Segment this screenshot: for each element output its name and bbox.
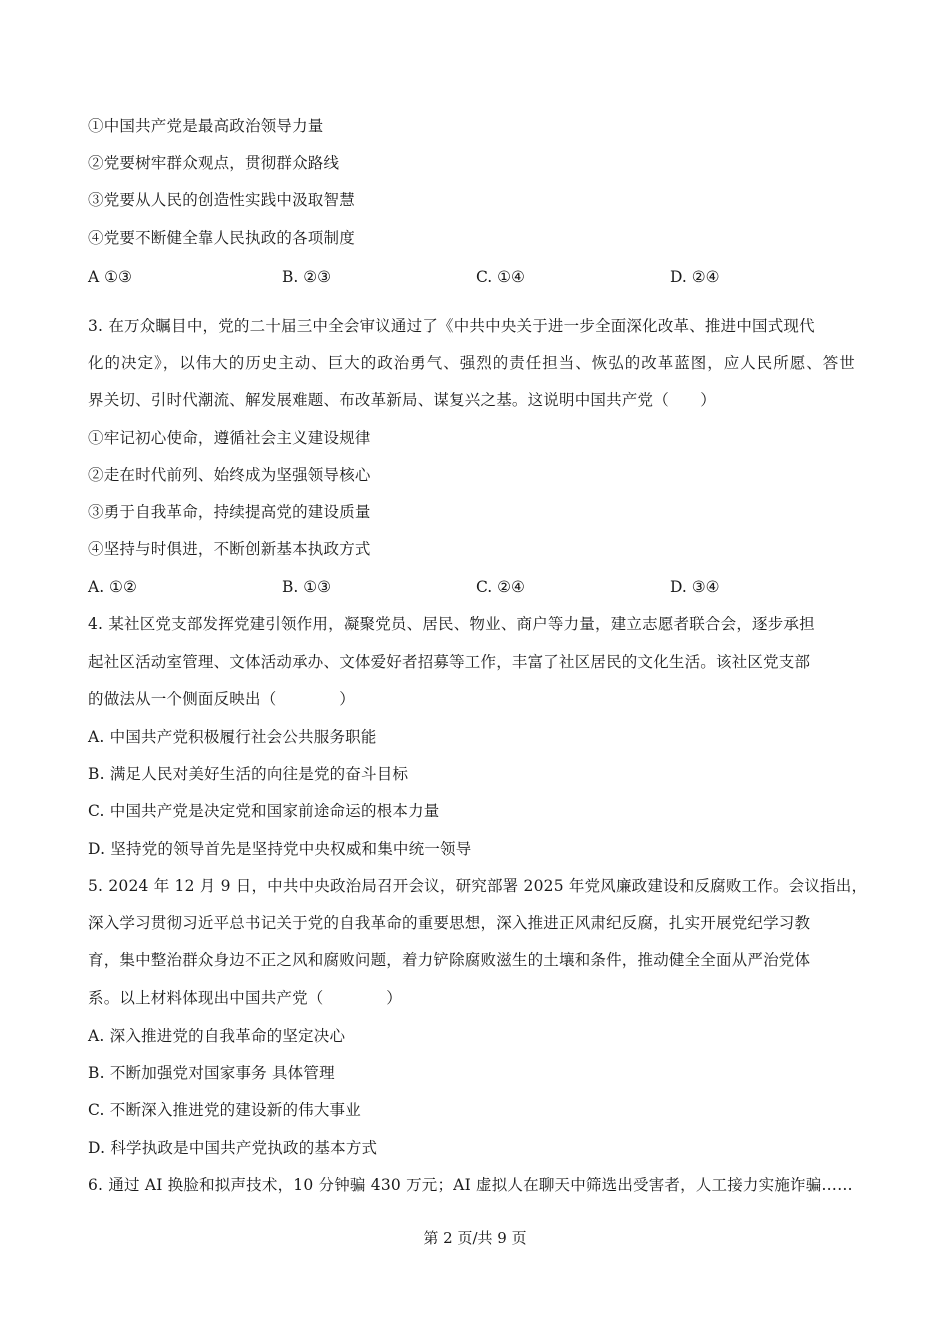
q4-option-d: D. 坚持党的领导首先是坚持党中央权威和集中统一领导 (88, 840, 472, 858)
q4-stem-line-2: 起社区活动室管理、文体活动承办、文体爱好者招募等工作，丰富了社区居民的文化生活。该社区党支部 (88, 653, 811, 671)
q2-option-a: A ①③ (88, 268, 132, 286)
q5-option-c: C. 不断深入推进党的建设新的伟大事业 (88, 1101, 361, 1119)
q5-option-d: D. 科学执政是中国共产党执政的基本方式 (88, 1139, 378, 1157)
q3-item-2: ②走在时代前列、始终成为坚强领导核心 (88, 466, 371, 484)
q3-option-b: B. ①③ (282, 578, 332, 596)
q5-option-a: A. 深入推进党的自我革命的坚定决心 (88, 1027, 346, 1045)
page-number: 第 2 页/共 9 页 (423, 1229, 527, 1247)
q2-option-d: D. ②④ (670, 268, 720, 286)
q4-option-b: B. 满足人民对美好生活的向往是党的奋斗目标 (88, 765, 409, 783)
q3-option-d: D. ③④ (670, 578, 720, 596)
q3-item-4: ④坚持与时俱进，不断创新基本执政方式 (88, 540, 371, 558)
q3-stem-line-2: 化的决定》，以伟大的历史主动、巨大的政治勇气、强烈的责任担当、恢弘的改革蓝图，应人民所愿、答世 (88, 354, 856, 372)
q4-stem-line-1: 4. 某社区党支部发挥党建引领作用，凝聚党员、居民、物业、商户等力量，建立志愿者联合会，逐步承担 (88, 615, 815, 633)
q4-option-c: C. 中国共产党是决定党和国家前途命运的根本力量 (88, 802, 440, 820)
q2-item-2: ②党要树牢群众观点，贯彻群众路线 (88, 154, 340, 172)
q5-stem-line-1: 5. 2024 年 12 月 9 日，中共中央政治局召开会议，研究部署 2025 年党风廉政建设和反腐败工作。会议指出， (88, 877, 868, 895)
q3-item-1: ①牢记初心使命，遵循社会主义建设规律 (88, 429, 371, 447)
q3-option-a: A. ①② (88, 578, 137, 596)
q4-stem-line-3: 的做法从一个侧面反映出（ ） (88, 690, 355, 708)
q2-item-1: ①中国共产党是最高政治领导力量 (88, 117, 324, 135)
q4-option-a: A. 中国共产党积极履行社会公共服务职能 (88, 728, 377, 746)
q3-stem-line-1: 3. 在万众瞩目中，党的二十届三中全会审议通过了《中共中央关于进一步全面深化改革、推进中国式现代 (88, 317, 815, 335)
q2-option-c: C. ①④ (476, 268, 525, 286)
q3-stem-line-3: 界关切、引时代潮流、解发展难题、布改革新局、谋复兴之基。这说明中国共产党（ ） (88, 391, 717, 409)
q3-item-3: ③勇于自我革命，持续提高党的建设质量 (88, 503, 371, 521)
q5-option-b: B. 不断加强党对国家事务 具体管理 (88, 1064, 335, 1082)
q5-stem-line-2: 深入学习贯彻习近平总书记关于党的自我革命的重要思想，深入推进正风肃纪反腐，扎实开展党纪学习教 (88, 914, 811, 932)
q2-item-3: ③党要从人民的创造性实践中汲取智慧 (88, 191, 355, 209)
q3-option-c: C. ②④ (476, 578, 525, 596)
q6-stem-line-1: 6. 通过 AI 换脸和拟声技术，10 分钟骗 430 万元；AI 虚拟人在聊天中筛选出受害者，人工接力实施诈骗…… (88, 1176, 853, 1194)
q2-item-4: ④党要不断健全靠人民执政的各项制度 (88, 229, 355, 247)
q5-stem-line-3: 育，集中整治群众身边不正之风和腐败问题，着力铲除腐败滋生的土壤和条件，推动健全全面从严治党体 (88, 951, 811, 969)
q5-stem-line-4: 系。以上材料体现出中国共产党（ ） (88, 989, 403, 1007)
q2-option-b: B. ②③ (282, 268, 332, 286)
